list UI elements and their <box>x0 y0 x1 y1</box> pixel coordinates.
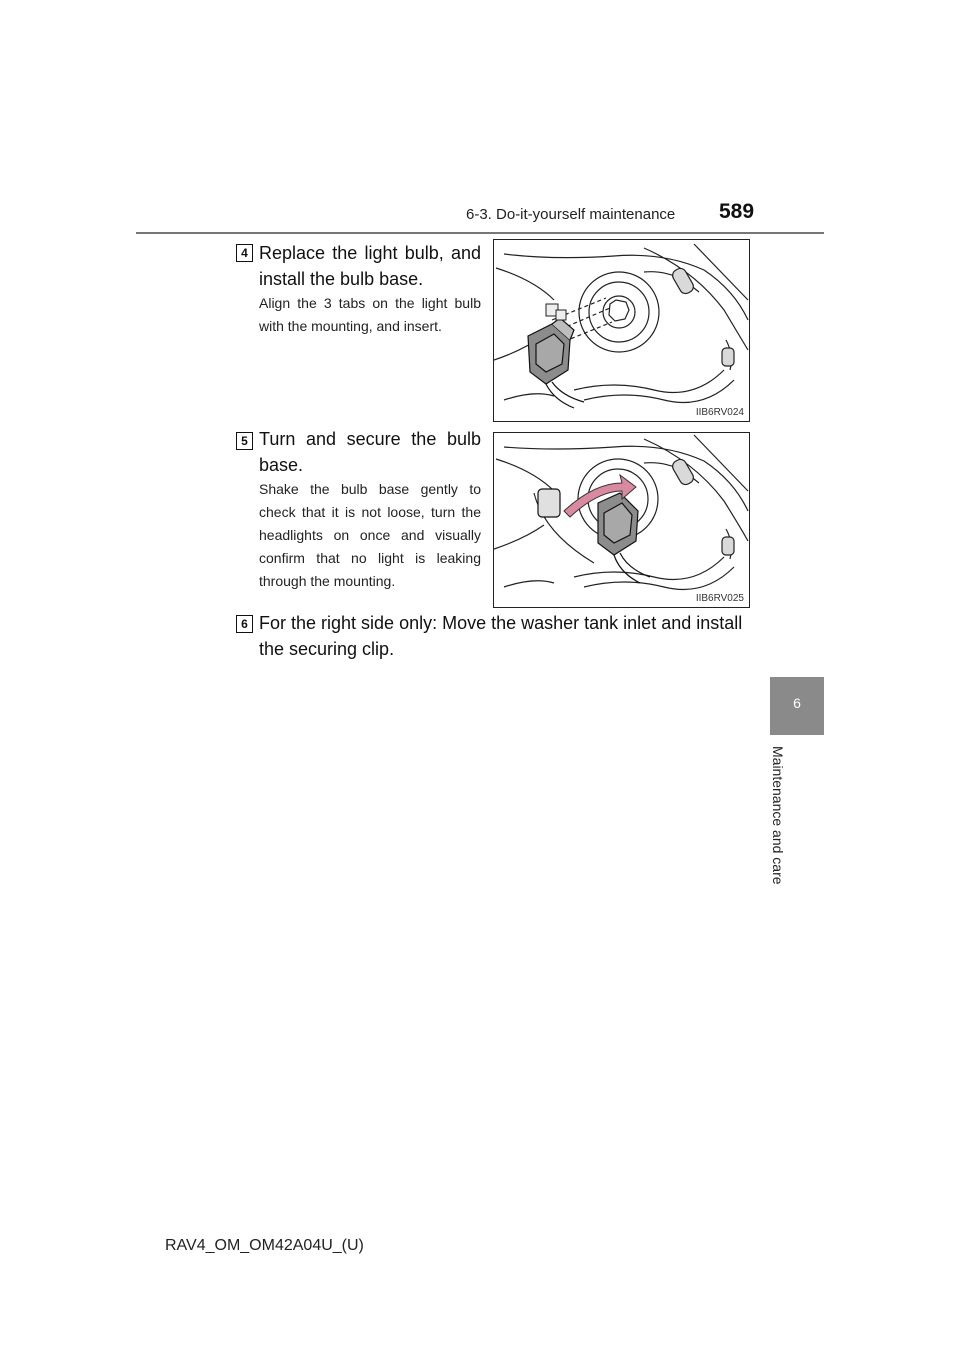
figure-secure-bulb <box>493 432 750 608</box>
headlight-bulb-illustration <box>494 240 749 421</box>
step-badge-4: 4 <box>236 244 253 262</box>
chapter-tab-label: Maintenance and care <box>770 746 786 885</box>
figure-code-5: IIB6RV025 <box>695 593 744 604</box>
chapter-tab <box>770 677 824 735</box>
section-heading: 6-3. Do-it-yourself maintenance <box>466 206 676 223</box>
page-number: 589 <box>719 200 755 223</box>
step-6-title: For the right side only: Move the washer tank inlet and install the securing clip. <box>259 613 743 659</box>
step-4-note: Align the 3 tabs on the light bulb with the mounting, and insert. <box>259 295 481 334</box>
figure-code-4: IIB6RV024 <box>695 407 744 418</box>
figure-install-bulb <box>493 239 750 422</box>
step-badge-6: 6 <box>236 615 253 633</box>
header-divider <box>136 232 824 234</box>
step-badge-5: 5 <box>236 432 253 450</box>
chapter-tab-number: 6 <box>793 695 801 711</box>
document-id: RAV4_OM_OM42A04U_(U) <box>165 1237 364 1254</box>
step-5-note: Shake the bulb base gently to check that it is not loose, turn the headlights on once and visually confirm that no light is leaking through the mounting. <box>259 481 481 589</box>
headlight-turn-illustration <box>494 433 749 607</box>
step-5-title: Turn and secure the bulb base. <box>259 429 481 475</box>
step-4-title: Replace the light bulb, and install the bulb base. <box>259 243 481 289</box>
